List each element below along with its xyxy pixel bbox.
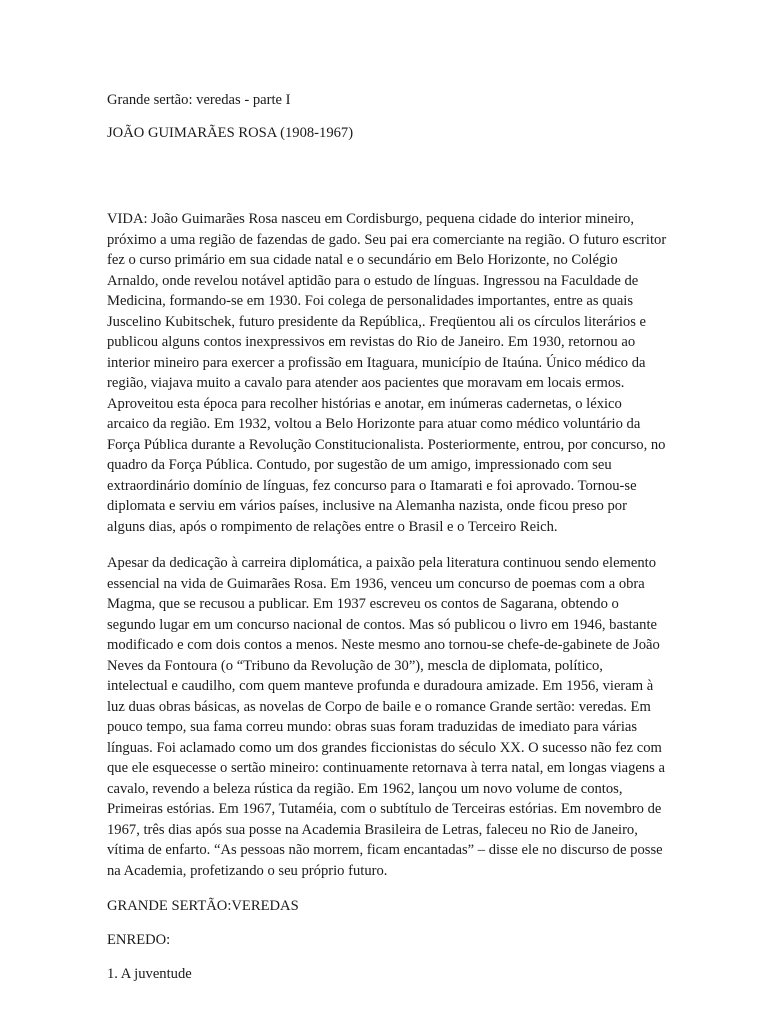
biography-paragraph: VIDA: João Guimarães Rosa nasceu em Cordisburgo, pequena cidade do interior mineiro, próximo a uma região de fazendas de gado. Seu pai era comerciante na região. O futuro escritor fez o curso primário em sua cidade natal e o secundário em Belo Horizonte, no Colégio Arnaldo, onde revelou notável aptidão para o estudo de línguas. Ingressou na Faculdade de Medicina, formando-se em 1930. Foi colega de personalidades importantes, entre as quais Juscelino Kubitschek, futuro presidente da República,. Freqüentou ali os círculos literários e publicou alguns contos inexpressivos em revistas do Rio de Janeiro. Em 1930, retornou ao interior mineiro para exercer a profissão em Itaguara, município de Itaúna. Único médico da região, viajava muito a cavalo para atender aos pacientes que moravam em locais ermos. Aproveitou esta época para recolher histórias e anotar, em inúmeras cadernetas, o léxico arcaico da região. Em 1932, voltou a Belo Horizonte para atuar como médico voluntário da Força Pública durante a Revolução Constitucionalista. Posteriormente, entrou, por concurso, no quadro da Força Pública. Contudo, por sugestão de um amigo, impressionado com seu extraordinário domínio de línguas, fez concurso para o Itamarati e foi aprovado. Tornou-se diplomata e serviu em vários países, inclusive na Alemanha nazista, onde ficou preso por alguns dias, após o rompimento de relações entre o Brasil e o Terceiro Reich.	[107, 211, 667, 535]
literature-paragraph: Apesar da dedicação à carreira diplomática, a paixão pela literatura continuou sendo elemento essencial na vida de Guimarães Rosa. Em 1936, venceu um concurso de poemas com a obra Magma, que se recusou a publicar. Em 1937 escreveu os contos de Sagarana, obtendo o segundo lugar em um concurso nacional de contos. Mas só publicou o livro em 1946, bastante modificado e com dois contos a menos. Neste mesmo ano tornou-se chefe-de-gabinete de João Neves da Fontoura (o “Tribuno da Revolução de 30”), mescla de diplomata, político, intelectual e caudilho, com quem manteve profunda e duradoura amizade. Em 1956, vieram à luz duas obras básicas, as novelas de Corpo de baile e o romance Grande sertão: veredas. Em pouco tempo, sua fama correu mundo: obras suas foram traduzidas de imediato para várias línguas. Foi aclamado como um dos grandes ficcionistas do século XX. O sucesso não fez com que ele esquecesse o sertão mineiro: continuamente retornava à terra natal, em longas viagens a cavalo, revendo a beleza rústica da região. Em 1962, lançou um novo volume de contos, Primeiras estórias. Em 1967, Tutaméia, com o subtítulo de Terceiras estórias. Em novembro de 1967, três dias após sua posse na Academia Brasileira de Letras, faleceu no Rio de Janeiro, vítima de enfarto. “As pessoas não morrem, ficam encantadas” – disse ele no discurso de posse na Academia, profetizando o seu próprio futuro.	[107, 555, 665, 879]
document-title: Grande sertão: veredas - parte I	[107, 92, 291, 108]
author-line: JOÃO GUIMARÃES ROSA (1908-1967)	[107, 125, 354, 141]
list-item: 1. A juventude	[107, 966, 192, 982]
section-heading: GRANDE SERTÃO:VEREDAS	[107, 898, 299, 914]
subheading: ENREDO:	[107, 932, 171, 948]
document-body	[107, 89, 667, 985]
